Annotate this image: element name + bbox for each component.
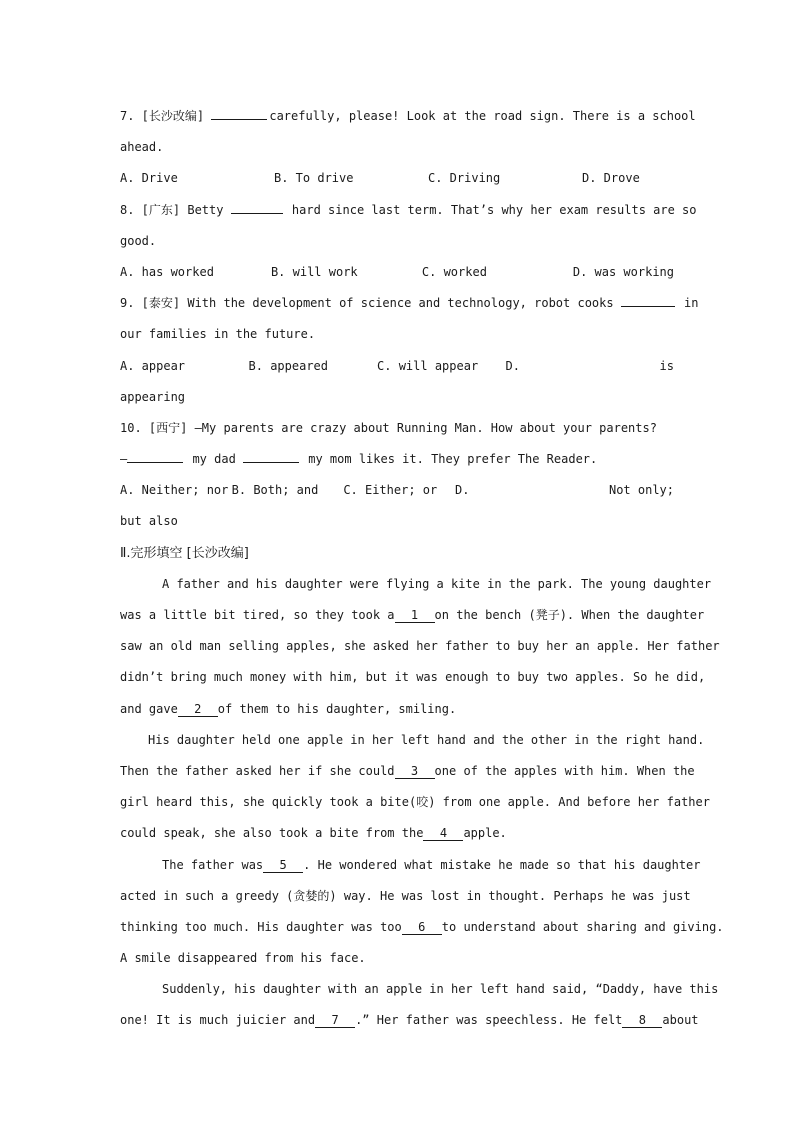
question-9-text: in [676, 296, 699, 311]
passage-text: girl heard this, she quickly took a bite(咬) from one apple. And before her father [120, 795, 710, 810]
passage-text: Suddenly, his daughter with an apple in her left hand said, “Daddy, have this [162, 982, 719, 997]
answer-blank [231, 199, 283, 214]
passage-line [120, 694, 674, 725]
numbered-blank: 5 [263, 858, 303, 873]
option-c: C. worked [421, 264, 487, 279]
passage-line [120, 600, 705, 631]
passage-line [120, 818, 674, 849]
passage-line [120, 787, 710, 818]
passage-line [120, 912, 724, 943]
numbered-blank: 1 [395, 608, 435, 623]
passage-line [120, 662, 706, 693]
passage-text: Then the father asked her if she could [120, 763, 395, 778]
question-8-line-1 [120, 195, 697, 226]
passage-text: A father and his daughter were flying a kite in the park. The young daughter [162, 576, 712, 591]
question-9-line-2: our families in the future. [120, 327, 316, 342]
answer-blank [211, 105, 267, 120]
option-b: B. will work [270, 264, 358, 279]
question-9-options [120, 351, 674, 382]
passage-text: about [662, 1013, 699, 1028]
option-d: D. was working [572, 264, 675, 279]
option-d: D. Drove [582, 171, 640, 186]
option-c: C. will appear [377, 358, 479, 373]
passage-line [120, 943, 674, 974]
option-d: D. is [505, 358, 674, 373]
question-9-line-3: appearing [120, 389, 186, 404]
passage-text: could speak, she also took a bite from the [120, 826, 424, 841]
option-d: D. Not only; [454, 483, 674, 498]
passage-text: and gave [120, 701, 178, 716]
passage-text: apple. [463, 826, 507, 841]
numbered-blank: 8 [622, 1013, 662, 1028]
passage-text: A smile disappeared from his face. [120, 951, 366, 966]
passage-text: . He wondered what mistake he made so that his daughter [303, 857, 701, 872]
question-9-prefix: 9. [泰安] With the development of science and technology, robot cooks [120, 296, 621, 311]
numbered-blank: 6 [402, 920, 442, 935]
option-b: B. Both; and [231, 483, 319, 498]
question-10-line-1: 10. [西宁] —My parents are crazy about Running Man. How about your parents? [120, 420, 657, 435]
question-8-prefix: 8. [广东] Betty [120, 202, 231, 217]
question-8-line-2: good. [120, 233, 157, 248]
passage-text: His daughter held one apple in her left hand and the other in the right hand. [148, 732, 705, 747]
option-a: A. appear [120, 358, 186, 373]
answer-blank [243, 448, 299, 463]
answer-blank [127, 448, 183, 463]
question-8-options [120, 257, 674, 288]
passage-text: of them to his daughter, smiling. [217, 701, 457, 716]
answer-blank [621, 292, 675, 307]
passage-line [120, 1005, 699, 1036]
option-b: B. appeared [248, 358, 328, 373]
numbered-blank: 4 [423, 826, 463, 841]
question-10-line-3: but also [120, 514, 178, 529]
passage-text: saw an old man selling apples, she asked her father to buy her an apple. Her father [120, 639, 720, 654]
cloze-passage [120, 569, 724, 1037]
passage-text: acted in such a greedy (贪婪的) way. He was lost in thought. Perhaps he was just [120, 888, 691, 903]
passage-text: thinking too much. His daughter was too [120, 919, 402, 934]
option-c: C. Either; or [343, 483, 438, 498]
question-10-line-2: — my dad my mom likes it. They prefer The Reader. [120, 444, 674, 475]
question-7-text: carefully, please! Look at the road sign. There is a school [269, 109, 696, 123]
question-7-line-2: ahead. [120, 140, 164, 155]
passage-text: was a little bit tired, so they took a [120, 608, 395, 622]
passage-line [120, 631, 720, 662]
numbered-blank: 3 [395, 764, 435, 779]
passage-line [120, 974, 719, 1005]
option-b: B. To drive [274, 171, 354, 186]
section-heading: Ⅱ.完形填空 [长沙改编] [120, 545, 249, 561]
passage-line [120, 756, 695, 787]
document-page [120, 101, 724, 1037]
question-8-text: hard since last term. That’s why her exam results are so [284, 202, 697, 217]
passage-text: The father was [162, 857, 264, 872]
option-c: C. Driving [428, 171, 501, 186]
passage-text: didn’t bring much money with him, but it was enough to buy two apples. So he did, [120, 670, 706, 685]
question-7-prefix: 7. [长沙改编] [120, 109, 212, 123]
passage-text: on the bench (凳子). When the daughter [434, 608, 705, 622]
question-7-options [120, 163, 674, 194]
passage-text: .” Her father was speechless. He felt [355, 1013, 623, 1028]
passage-text: one! It is much juicier and [120, 1013, 316, 1028]
passage-line [120, 569, 712, 600]
numbered-blank: 7 [315, 1013, 355, 1028]
passage-line [120, 725, 705, 756]
numbered-blank: 2 [178, 702, 218, 717]
question-10-options [120, 475, 674, 506]
question-7-line-1 [120, 101, 696, 132]
question-9-line-1 [120, 288, 699, 319]
passage-line [120, 850, 701, 881]
option-a: A. Neither; nor [120, 483, 229, 498]
passage-text: to understand about sharing and giving. [441, 919, 724, 934]
option-a: A. has worked [120, 264, 214, 279]
passage-line [120, 881, 691, 912]
option-a: A. Drive [120, 171, 178, 186]
passage-text: one of the apples with him. When the [434, 763, 695, 778]
